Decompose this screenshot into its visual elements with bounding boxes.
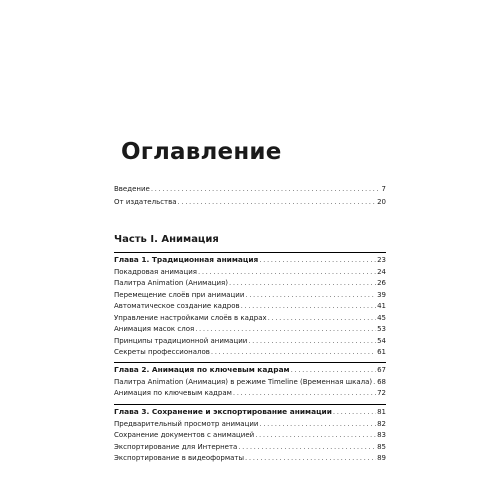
toc-entry [114,429,386,441]
dot-leader [259,254,376,266]
dot-leader [151,183,381,195]
dot-leader [211,346,376,358]
entry-page: 45 [377,314,386,322]
toc-entry [114,323,386,335]
toc-entry [114,183,386,195]
dot-leader [233,387,376,399]
entry-label: От издательства [114,198,177,206]
entry-page: 20 [377,198,386,206]
entry-label: Управление настройками слоёв в кадрах [114,314,267,322]
entry-page: 72 [377,389,386,397]
chapter-heading [114,254,386,266]
entry-label: Автоматическое создание кадров [114,302,240,310]
entry-page: 89 [377,454,386,462]
dot-leader [229,277,376,289]
chapter-page: 81 [377,408,386,416]
entry-label: Экспортирование в видеоформаты [114,454,245,462]
entry-page: 85 [377,443,386,451]
entry-page: 39 [377,291,386,299]
entry-page: 7 [381,185,386,193]
dot-leader [195,323,376,335]
entry-label: Покадровая анимация [114,268,197,276]
entry-page: 68 [377,378,386,386]
entry-page: 61 [377,348,386,356]
entry-label: Перемещение слоёв при анимации [114,291,245,299]
chapter-title: Глава 2. Анимация по ключевым кадрам [114,365,290,374]
part-title: Часть I. Анимация [114,234,219,245]
toc-entry [114,300,386,312]
entry-label: Введение [114,185,150,193]
toc-entry [114,196,386,208]
entry-page: 24 [377,268,386,276]
entry-page: 82 [377,420,386,428]
toc-entry [114,387,386,399]
entry-label: Экспортирование для Интернета [114,443,238,451]
entry-page: 26 [377,279,386,287]
entry-label: Палитра Animation (Анимация) в режиме Timeline (Временная шкала) [114,378,373,386]
toc-title: Оглавление [121,139,282,165]
chapter-page: 23 [377,256,386,264]
entry-label: Предварительный просмотр анимации [114,420,259,428]
entry-label: Сохранение документов с анимацией [114,431,255,439]
entry-label: Анимация по ключевым кадрам [114,389,232,397]
chapter-title: Глава 3. Сохранение и экспортирование анимации [114,407,332,416]
entry-page: 54 [377,337,386,345]
toc-entry [114,277,386,289]
entry-page: 41 [377,302,386,310]
entry-label: Принципы традиционной анимации [114,337,248,345]
dot-leader [241,300,376,312]
entry-page: 53 [377,325,386,333]
chapter-title: Глава 1. Традиционная анимация [114,255,259,264]
chapter-heading [114,406,386,418]
dot-leader [291,364,376,376]
dot-leader [255,429,376,441]
toc-entry [114,452,386,464]
toc-entry [114,346,386,358]
entry-page: 83 [377,431,386,439]
dot-leader [245,452,376,464]
chapter-page: 67 [377,366,386,374]
chapter-heading [114,364,386,376]
dot-leader [333,406,376,418]
dot-leader [178,196,377,208]
entry-label: Секреты профессионалов [114,348,210,356]
entry-label: Анимация масок слоя [114,325,195,333]
entry-label: Палитра Animation (Анимация) [114,279,228,287]
